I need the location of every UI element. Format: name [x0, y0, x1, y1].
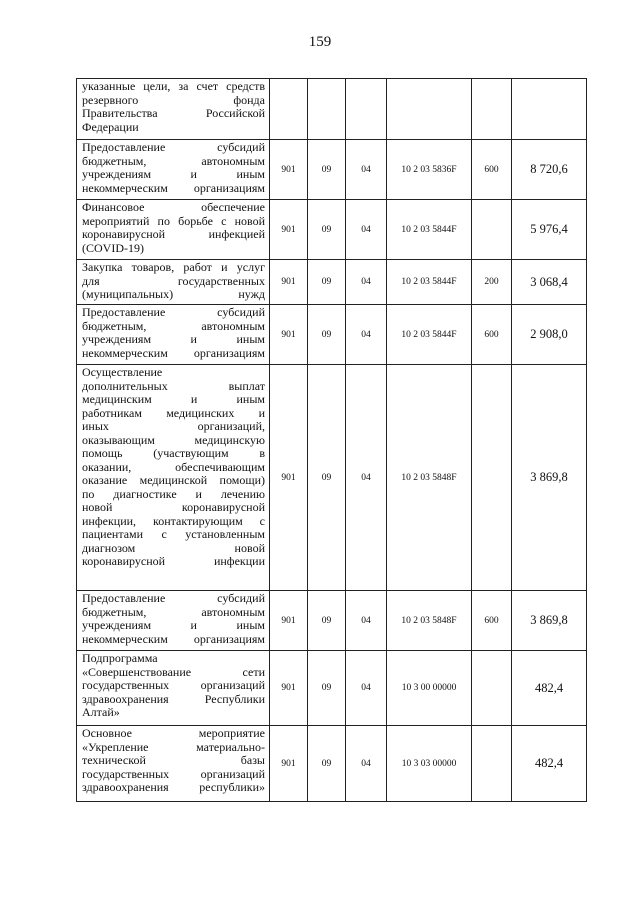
- table-row: [77, 260, 587, 305]
- table-row: [77, 365, 587, 591]
- amount-cell: 5 976,4: [512, 200, 587, 260]
- expense-name-line: (COVID-19): [82, 240, 144, 255]
- budget-table: [76, 78, 587, 802]
- expense-name-line: здравоохранения республики»: [82, 780, 265, 794]
- target-item-code-cell: 10 2 03 5848F: [387, 365, 472, 591]
- expense-name-line: указанные цели, за счет средств: [82, 79, 265, 93]
- amount-cell: 482,4: [512, 726, 587, 802]
- target-item-code-cell: 10 2 03 5848F: [387, 591, 472, 651]
- expense-type-code-cell: 600: [472, 591, 512, 651]
- expense-name-line: коронавирусной инфекцией: [82, 227, 265, 241]
- expense-name-line: коронавирусной инфекции: [82, 554, 265, 568]
- target-item-code-cell: 10 2 03 5844F: [387, 200, 472, 260]
- expense-name-line: учреждениям и иным: [82, 332, 265, 346]
- table-row: [77, 140, 587, 200]
- amount-cell: 3 869,8: [512, 365, 587, 591]
- ministry-code-cell: 901: [270, 200, 308, 260]
- ministry-code-cell: 901: [270, 726, 308, 802]
- expense-name-line: бюджетным, автономным: [82, 153, 265, 168]
- expense-name-line: помощь (участвующим в: [82, 446, 265, 460]
- expense-name-line: мероприятий по борьбе с новой: [82, 213, 265, 228]
- expense-name-cell: [77, 305, 270, 365]
- subsection-code-cell: 04: [346, 260, 387, 305]
- expense-name-line: оказание медицинской помощи): [82, 473, 265, 487]
- expense-name-line: инфекции, контактирующим с: [82, 513, 265, 528]
- expense-name-line: учреждениям и иным: [82, 167, 265, 181]
- ministry-code-cell: 901: [270, 365, 308, 591]
- amount-cell: 2 908,0: [512, 305, 587, 365]
- expense-name-line: новой коронавирусной: [82, 500, 265, 514]
- expense-name-cell: [77, 200, 270, 260]
- expense-name-line: иных организаций,: [82, 419, 265, 433]
- target-item-code-cell: [387, 79, 472, 140]
- section-code-cell: [308, 79, 346, 140]
- ministry-code-cell: 901: [270, 260, 308, 305]
- expense-name-cell: [77, 726, 270, 802]
- expense-name-line: учреждениям и иным: [82, 618, 265, 632]
- expense-type-code-cell: 600: [472, 140, 512, 200]
- target-item-code-cell: 10 2 03 5844F: [387, 305, 472, 365]
- ministry-code-cell: [270, 79, 308, 140]
- target-item-code-cell: 10 3 00 00000: [387, 651, 472, 726]
- table-row: [77, 200, 587, 260]
- expense-name-line: Федерации: [82, 119, 139, 134]
- expense-name-line: Алтай»: [82, 705, 120, 719]
- expense-name-line: медицинским и иным: [82, 392, 265, 406]
- subsection-code-cell: [346, 79, 387, 140]
- section-code-cell: 09: [308, 305, 346, 365]
- expense-type-code-cell: 600: [472, 305, 512, 365]
- expense-name-line: бюджетным, автономным: [82, 604, 265, 619]
- expense-name-line: Осуществление: [82, 365, 163, 379]
- expense-name-line: для государственных: [82, 273, 265, 288]
- expense-name-line: (муниципальных) нужд: [82, 287, 265, 301]
- expense-name-cell: [77, 260, 270, 305]
- ministry-code-cell: 901: [270, 305, 308, 365]
- subsection-code-cell: 04: [346, 726, 387, 802]
- table-row: [77, 651, 587, 726]
- ministry-code-cell: 901: [270, 591, 308, 651]
- table-row: [77, 726, 587, 802]
- section-code-cell: 09: [308, 651, 346, 726]
- table-row: [77, 305, 587, 365]
- expense-name-line: Основное мероприятие: [82, 726, 265, 740]
- expense-name-line: государственных организаций: [82, 678, 265, 692]
- table-row: [77, 591, 587, 651]
- expense-name-line: «Укрепление материально-: [82, 739, 265, 754]
- expense-type-code-cell: [472, 200, 512, 260]
- expense-name-line: некоммерческим организациям: [82, 631, 265, 646]
- expense-name-line: резервного фонда: [82, 92, 265, 107]
- subsection-code-cell: 04: [346, 140, 387, 200]
- expense-name-line: Правительства Российской: [82, 106, 265, 120]
- page-number: 159: [308, 34, 332, 50]
- amount-cell: [512, 79, 587, 140]
- expense-name-cell: [77, 365, 270, 591]
- section-code-cell: 09: [308, 591, 346, 651]
- amount-cell: 3 869,8: [512, 591, 587, 651]
- expense-type-code-cell: [472, 651, 512, 726]
- expense-name-line: оказывающим медицинскую: [82, 432, 265, 447]
- section-code-cell: 09: [308, 140, 346, 200]
- budget-table-body: [77, 79, 587, 802]
- expense-name-line: Закупка товаров, работ и услуг: [82, 260, 265, 274]
- subsection-code-cell: 04: [346, 591, 387, 651]
- expense-type-code-cell: [472, 365, 512, 591]
- expense-name-line: по диагностике и лечению: [82, 486, 265, 501]
- section-code-cell: 09: [308, 200, 346, 260]
- expense-name-cell: [77, 651, 270, 726]
- subsection-code-cell: 04: [346, 651, 387, 726]
- expense-type-code-cell: 200: [472, 260, 512, 305]
- expense-name-line: пациентами с установленным: [82, 527, 265, 541]
- expense-name-line: дополнительных выплат: [82, 378, 265, 393]
- expense-name-line: здравоохранения Республики: [82, 691, 265, 706]
- target-item-code-cell: 10 2 03 5844F: [387, 260, 472, 305]
- expense-name-line: «Совершенствование сети: [82, 664, 265, 679]
- section-code-cell: 09: [308, 365, 346, 591]
- expense-name-line: Финансовое обеспечение: [82, 200, 265, 214]
- expense-type-code-cell: [472, 79, 512, 140]
- expense-name-cell: [77, 79, 270, 140]
- expense-name-line: Подпрограмма: [82, 651, 158, 665]
- target-item-code-cell: 10 2 03 5836F: [387, 140, 472, 200]
- expense-name-line: Предоставление субсидий: [82, 140, 265, 154]
- expense-name-line: оказании, обеспечивающим: [82, 459, 265, 474]
- expense-name-line: бюджетным, автономным: [82, 318, 265, 333]
- expense-name-line: некоммерческим организациям: [82, 180, 265, 195]
- section-code-cell: 09: [308, 260, 346, 305]
- expense-name-line: технической базы: [82, 753, 265, 767]
- expense-name-line: Предоставление субсидий: [82, 591, 265, 605]
- amount-cell: 3 068,4: [512, 260, 587, 305]
- table-row: [77, 79, 587, 140]
- subsection-code-cell: 04: [346, 200, 387, 260]
- amount-cell: 482,4: [512, 651, 587, 726]
- expense-name-line: государственных организаций: [82, 766, 265, 781]
- expense-name-line: диагнозом новой: [82, 540, 265, 555]
- amount-cell: 8 720,6: [512, 140, 587, 200]
- expense-name-line: некоммерческим организациям: [82, 345, 265, 360]
- section-code-cell: 09: [308, 726, 346, 802]
- expense-name-line: Предоставление субсидий: [82, 305, 265, 319]
- ministry-code-cell: 901: [270, 651, 308, 726]
- target-item-code-cell: 10 3 03 00000: [387, 726, 472, 802]
- subsection-code-cell: 04: [346, 365, 387, 591]
- expense-name-cell: [77, 591, 270, 651]
- subsection-code-cell: 04: [346, 305, 387, 365]
- expense-name-line: работникам медицинских и: [82, 405, 265, 420]
- expense-name-cell: [77, 140, 270, 200]
- expense-type-code-cell: [472, 726, 512, 802]
- ministry-code-cell: 901: [270, 140, 308, 200]
